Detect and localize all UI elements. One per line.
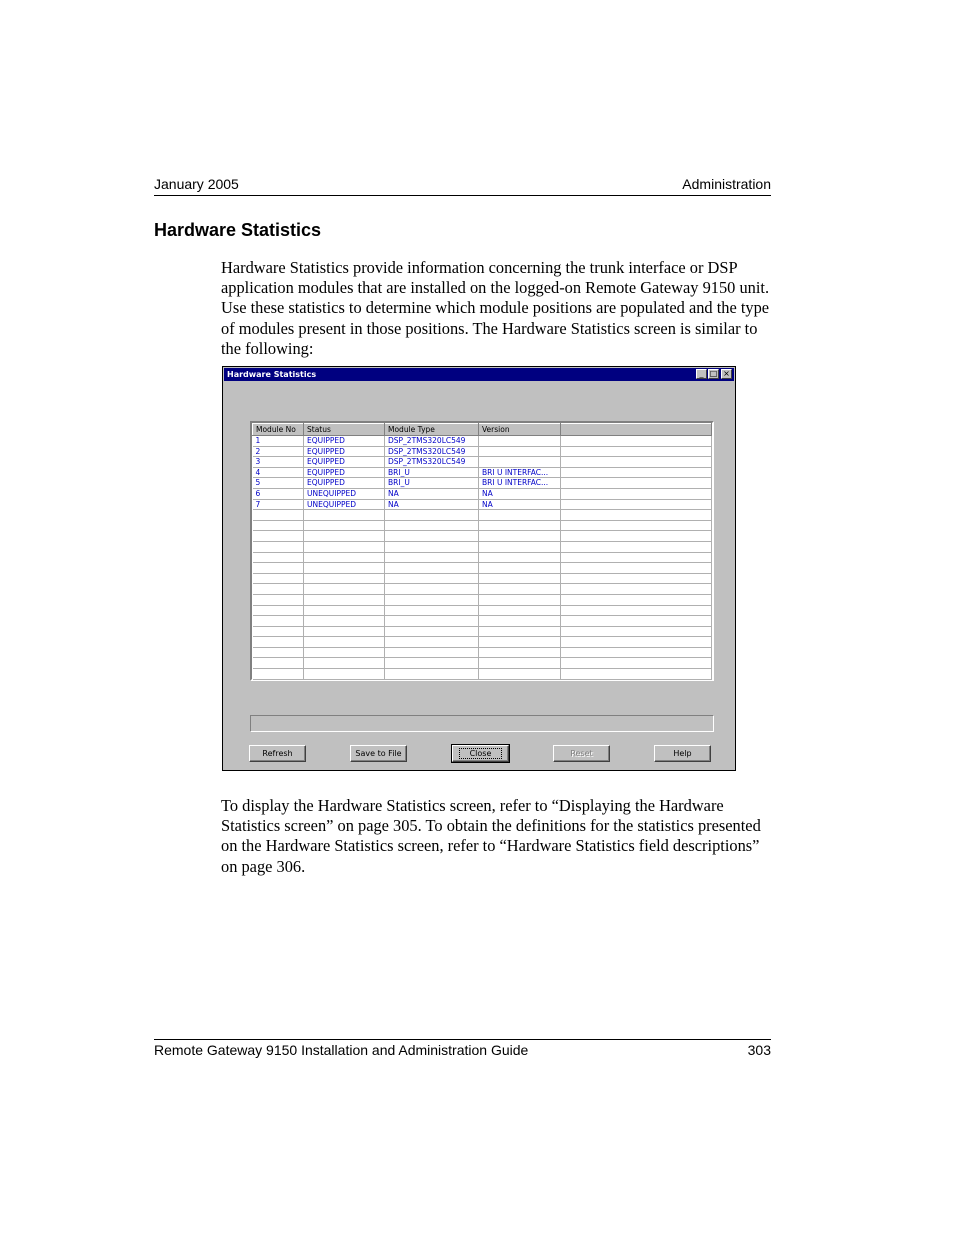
cell-version (479, 446, 561, 457)
empty-cell (385, 563, 479, 574)
table-row[interactable] (253, 499, 712, 510)
empty-cell (561, 626, 712, 637)
cell-filler (561, 457, 712, 468)
empty-cell (304, 531, 385, 542)
cell-module-no: 6 (253, 488, 304, 499)
table-row[interactable] (253, 446, 712, 457)
empty-cell (385, 531, 479, 542)
cell-status: EQUIPPED (304, 457, 385, 468)
cell-module-type: DSP_2TMS320LC549 (385, 436, 479, 447)
status-bar (250, 715, 714, 732)
empty-cell (385, 573, 479, 584)
empty-table-row[interactable] (253, 647, 712, 658)
maximize-icon[interactable]: □ (709, 369, 718, 378)
empty-cell (385, 647, 479, 658)
navigation-paragraph: To display the Hardware Statistics screen, refer to “Displaying the Hardware Statistics screen” on page 305. To obtain the definitions for the statistics presented on the Hardware Statistics screen, refer to “Hardware Statistics field descriptions” on page 306. (221, 796, 761, 876)
header-rule (154, 195, 771, 196)
close-button[interactable] (452, 745, 509, 762)
empty-table-row[interactable] (253, 584, 712, 595)
empty-table-row[interactable] (253, 531, 712, 542)
empty-table-row[interactable] (253, 637, 712, 648)
empty-cell (479, 605, 561, 616)
column-header-version[interactable]: Version (479, 424, 561, 436)
empty-cell (479, 541, 561, 552)
empty-cell (253, 647, 304, 658)
empty-cell (479, 626, 561, 637)
cell-module-type: NA (385, 488, 479, 499)
empty-table-row[interactable] (253, 520, 712, 531)
empty-cell (561, 616, 712, 627)
empty-cell (561, 584, 712, 595)
empty-cell (385, 552, 479, 563)
empty-cell (385, 520, 479, 531)
empty-cell (253, 584, 304, 595)
empty-cell (561, 520, 712, 531)
empty-cell (304, 573, 385, 584)
cell-module-no: 1 (253, 436, 304, 447)
empty-cell (304, 647, 385, 658)
empty-cell (479, 647, 561, 658)
cell-module-no: 4 (253, 467, 304, 478)
cell-version: NA (479, 488, 561, 499)
empty-cell (385, 605, 479, 616)
cell-status: UNEQUIPPED (304, 488, 385, 499)
empty-cell (253, 616, 304, 627)
empty-cell (304, 584, 385, 595)
footer-page-number: 303 (747, 1042, 771, 1058)
empty-cell (253, 658, 304, 669)
empty-cell (479, 573, 561, 584)
cell-module-no: 7 (253, 499, 304, 510)
empty-cell (561, 573, 712, 584)
close-button-label: Close (459, 748, 503, 759)
table-row[interactable] (253, 478, 712, 489)
empty-cell (561, 669, 712, 680)
empty-cell (253, 573, 304, 584)
empty-cell (561, 647, 712, 658)
empty-cell (561, 563, 712, 574)
empty-cell (479, 594, 561, 605)
section-title: Hardware Statistics (154, 220, 322, 240)
empty-table-row[interactable] (253, 616, 712, 627)
column-header-module-no[interactable]: Module No (253, 424, 304, 436)
empty-cell (304, 637, 385, 648)
empty-cell (304, 658, 385, 669)
cell-module-no: 2 (253, 446, 304, 457)
empty-cell (304, 563, 385, 574)
empty-cell (561, 510, 712, 521)
empty-cell (479, 658, 561, 669)
empty-cell (479, 584, 561, 595)
close-icon[interactable]: × (721, 369, 732, 379)
empty-cell (479, 616, 561, 627)
empty-table-row[interactable] (253, 573, 712, 584)
empty-cell (304, 669, 385, 680)
empty-table-row[interactable] (253, 669, 712, 680)
empty-cell (561, 658, 712, 669)
empty-table-row[interactable] (253, 552, 712, 563)
table-body (253, 436, 712, 680)
window-title: Hardware Statistics (227, 370, 317, 379)
empty-table-row[interactable] (253, 594, 712, 605)
empty-cell (304, 626, 385, 637)
empty-cell (561, 552, 712, 563)
empty-cell (253, 594, 304, 605)
running-header-section: Administration (682, 176, 771, 192)
empty-cell (385, 658, 479, 669)
reset-button: Reset (553, 745, 610, 762)
cell-version (479, 457, 561, 468)
cell-filler (561, 478, 712, 489)
empty-table-row[interactable] (253, 658, 712, 669)
empty-cell (561, 605, 712, 616)
empty-cell (304, 510, 385, 521)
cell-module-no: 5 (253, 478, 304, 489)
empty-table-row[interactable] (253, 563, 712, 574)
footer-rule (154, 1039, 771, 1040)
empty-cell (479, 520, 561, 531)
empty-cell (479, 510, 561, 521)
help-button[interactable]: Help (654, 745, 711, 762)
empty-cell (385, 637, 479, 648)
cell-filler (561, 446, 712, 457)
empty-cell (253, 637, 304, 648)
table-row[interactable] (253, 467, 712, 478)
empty-cell (479, 637, 561, 648)
module-table (252, 423, 712, 680)
empty-cell (385, 616, 479, 627)
cell-version (479, 436, 561, 447)
empty-cell (385, 669, 479, 680)
empty-cell (304, 520, 385, 531)
empty-cell (253, 552, 304, 563)
cell-filler (561, 499, 712, 510)
cell-status: UNEQUIPPED (304, 499, 385, 510)
footer-guide-title: Remote Gateway 9150 Installation and Administration Guide (154, 1042, 529, 1058)
cell-version: NA (479, 499, 561, 510)
empty-cell (479, 552, 561, 563)
cell-module-type: NA (385, 499, 479, 510)
save-to-file-button[interactable]: Save to File (350, 745, 407, 762)
cell-status: EQUIPPED (304, 436, 385, 447)
empty-table-row[interactable] (253, 510, 712, 521)
empty-cell (385, 541, 479, 552)
empty-cell (385, 510, 479, 521)
table-header-row (253, 424, 712, 436)
table-row[interactable] (253, 436, 712, 447)
cell-status: EQUIPPED (304, 446, 385, 457)
empty-cell (304, 605, 385, 616)
empty-cell (253, 520, 304, 531)
empty-cell (479, 531, 561, 542)
empty-cell (561, 637, 712, 648)
cell-status: EQUIPPED (304, 478, 385, 489)
cell-filler (561, 488, 712, 499)
cell-filler (561, 467, 712, 478)
empty-cell (304, 594, 385, 605)
empty-cell (253, 605, 304, 616)
cell-module-type: BRI_U (385, 467, 479, 478)
empty-cell (479, 669, 561, 680)
empty-cell (253, 531, 304, 542)
empty-cell (385, 626, 479, 637)
empty-cell (385, 584, 479, 595)
empty-cell (479, 563, 561, 574)
empty-cell (561, 594, 712, 605)
cell-version: BRI U INTERFAC... (479, 478, 561, 489)
cell-module-no: 3 (253, 457, 304, 468)
empty-cell (253, 510, 304, 521)
empty-cell (253, 541, 304, 552)
cell-module-type: DSP_2TMS320LC549 (385, 446, 479, 457)
empty-cell (304, 616, 385, 627)
empty-cell (561, 541, 712, 552)
column-header-filler (561, 424, 712, 436)
cell-filler (561, 436, 712, 447)
empty-cell (253, 669, 304, 680)
module-grid[interactable] (250, 421, 714, 681)
empty-cell (304, 552, 385, 563)
refresh-button[interactable]: Refresh (249, 745, 306, 762)
window-titlebar[interactable] (224, 368, 734, 381)
intro-paragraph: Hardware Statistics provide information concerning the trunk interface or DSP application modules that are installed on the logged-on Remote Gateway 9150 unit. Use these statistics to determine which module positions are populated and the type of modules present in those positions. The Hardware Statistics screen is similar to the following: (221, 258, 770, 358)
empty-cell (253, 563, 304, 574)
column-header-status[interactable]: Status (304, 424, 385, 436)
empty-cell (561, 531, 712, 542)
running-header-date: January 2005 (154, 176, 239, 192)
cell-module-type: BRI_U (385, 478, 479, 489)
table-row[interactable] (253, 488, 712, 499)
cell-version: BRI U INTERFAC... (479, 467, 561, 478)
column-header-module-type[interactable]: Module Type (385, 424, 479, 436)
empty-table-row[interactable] (253, 605, 712, 616)
table-row[interactable] (253, 457, 712, 468)
empty-table-row[interactable] (253, 626, 712, 637)
cell-module-type: DSP_2TMS320LC549 (385, 457, 479, 468)
minimize-icon[interactable]: _ (696, 369, 707, 379)
empty-cell (304, 541, 385, 552)
empty-cell (385, 594, 479, 605)
cell-status: EQUIPPED (304, 467, 385, 478)
hardware-statistics-window (222, 366, 736, 771)
empty-cell (253, 626, 304, 637)
empty-table-row[interactable] (253, 541, 712, 552)
